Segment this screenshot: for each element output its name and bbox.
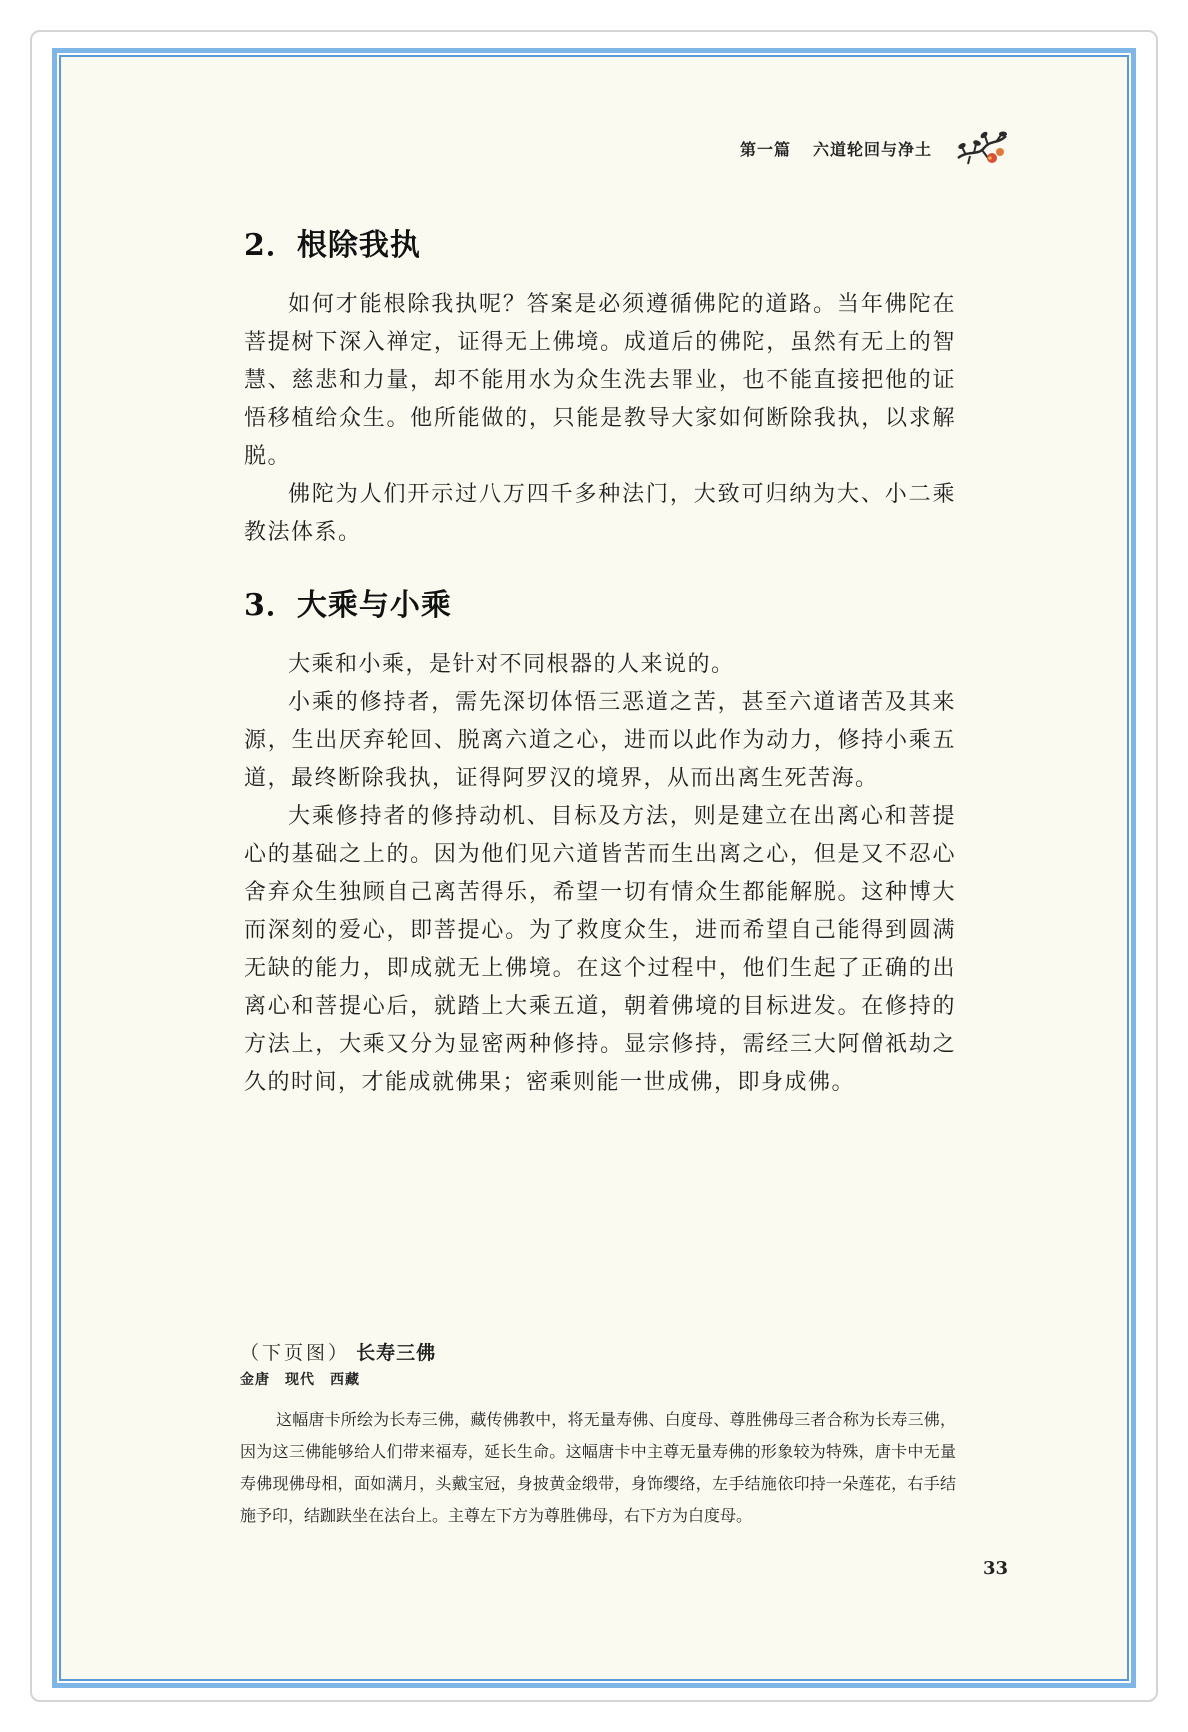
caption-title: [240, 1338, 956, 1368]
caption-main-title: 长寿三佛: [356, 1342, 437, 1364]
caption-subtitle: 金唐 现代 西藏: [240, 1372, 360, 1388]
caption-body: 这幅唐卡所绘为长寿三佛，藏传佛教中，将无量寿佛、白度母、尊胜佛母三者合称为长寿三佛，因为这三佛能够给人们带来福寿，延长生命。这幅唐卡中主尊无量寿佛的形象较为特殊，唐卡中无量寿佛现佛母相，面如满月，头戴宝冠，身披黄金缎带，身饰缨络，左手结施依印持一朵莲花，右手结施予印，结跏趺坐在法台上。主尊左下方为尊胜佛母，右下方为白度母。: [240, 1410, 956, 1525]
section-3: [244, 584, 956, 1102]
section-2: [244, 224, 956, 552]
header-chapter: 六道轮回与净土: [812, 139, 932, 159]
paragraph: 佛陀为人们开示过八万四千多种法门，大致可归纳为大、小二乘教法体系。: [244, 482, 956, 545]
header-part: 第一篇: [739, 139, 791, 159]
floral-ornament-icon: [954, 128, 1010, 168]
section-heading: 3．大乘与小乘: [244, 588, 452, 623]
section-body: [244, 646, 956, 1102]
section-body: [244, 286, 956, 552]
page-number: 33: [982, 1558, 1008, 1579]
figure-caption: [240, 1338, 956, 1532]
paragraph: 大乘修持者的修持动机、目标及方法，则是建立在出离心和菩提心的基础之上的。因为他们见六道皆苦而生出离之心，但是又不忍心舍弃众生独顾自己离苦得乐，希望一切有情众生都能解脱。这种博大而深刻的爱心，即菩提心。为了救度众生，进而希望自己能得到圆满无缺的能力，即成就无上佛境。在这个过程中，他们生起了正确的出离心和菩提心后，就踏上大乘五道，朝着佛境的目标进发。在修持的方法上，大乘又分为显密两种修持。显宗修持，需经三大阿僧祇劫之久的时间，才能成就佛果；密乘则能一世成佛，即身成佛。: [244, 804, 956, 1095]
caption-lead: （下页图）: [240, 1342, 351, 1364]
section-heading: 2．根除我执: [244, 228, 421, 263]
paragraph: 大乘和小乘，是针对不同根器的人来说的。: [288, 652, 735, 677]
running-header: [700, 128, 1010, 168]
paragraph: 小乘的修持者，需先深切体悟三恶道之苦，甚至六道诸苦及其来源，生出厌弃轮回、脱离六道之心，进而以此作为动力，修持小乘五道，最终断除我执，证得阿罗汉的境界，从而出离生死苦海。: [244, 690, 956, 791]
paragraph: 如何才能根除我执呢？答案是必须遵循佛陀的道路。当年佛陀在菩提树下深入禅定，证得无上佛境。成道后的佛陀，虽然有无上的智慧、慈悲和力量，却不能用水为众生洗去罪业，也不能直接把他的证悟移植给众生。他所能做的，只能是教导大家如何断除我执，以求解脱。: [244, 292, 956, 469]
